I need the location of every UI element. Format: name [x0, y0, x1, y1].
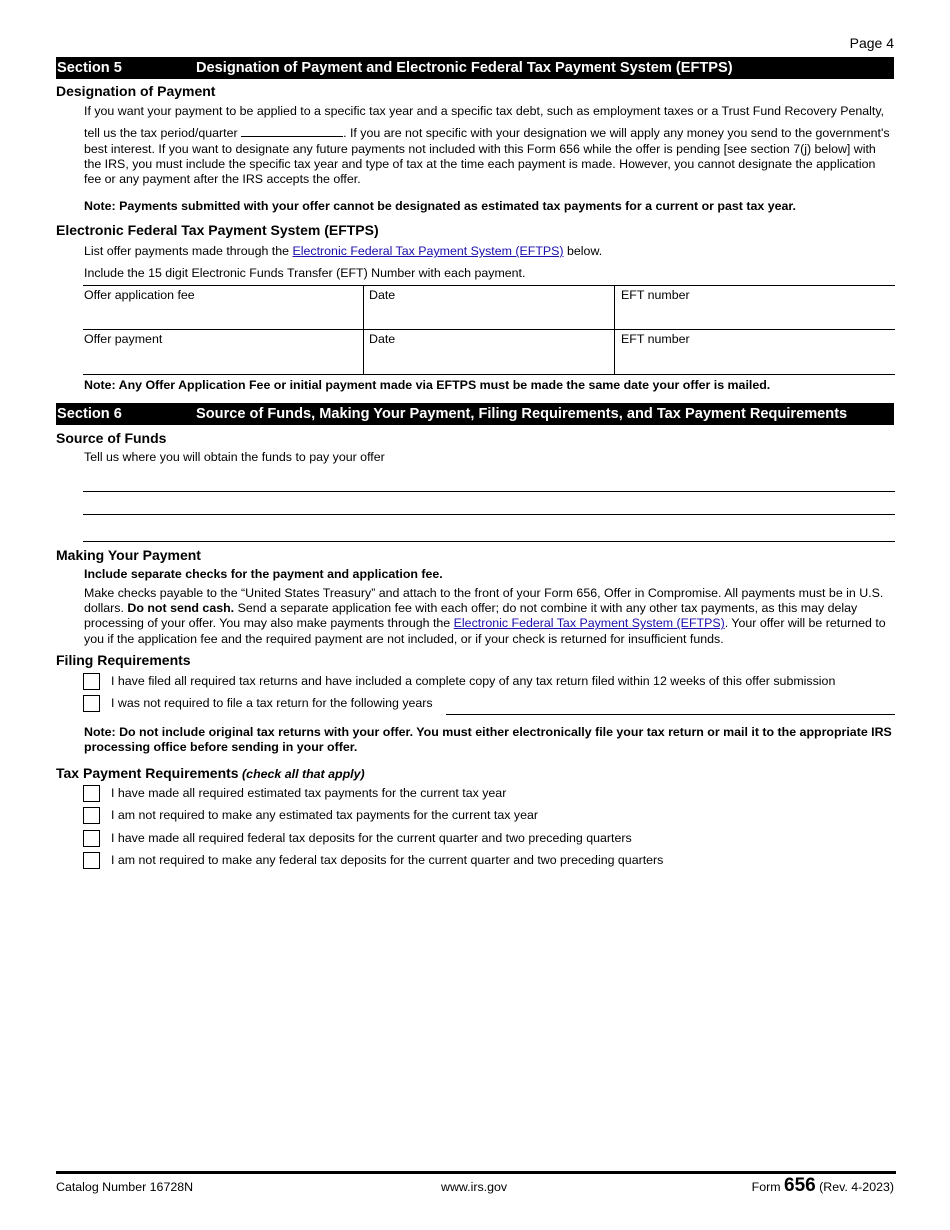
- tax-checkbox-1[interactable]: [83, 785, 100, 802]
- designation-line-2: [84, 125, 890, 140]
- designation-line-2-end: . If you are not specific with your designation we will apply any money you send to the government's: [343, 126, 890, 140]
- footer-form-rev: (Rev. 4-2023): [819, 1180, 894, 1194]
- section-5-header: [56, 57, 894, 79]
- table-row-2-eft[interactable]: EFT number: [621, 332, 690, 346]
- section-6-number: Section 6: [57, 406, 122, 422]
- footer-form-id: [752, 1175, 894, 1197]
- footer-rule: [56, 1171, 896, 1174]
- making-payment-heading: Making Your Payment: [56, 547, 201, 563]
- source-heading: Source of Funds: [56, 430, 167, 446]
- source-line-1[interactable]: [83, 491, 895, 492]
- footer-form-number: 656: [784, 1175, 816, 1196]
- section-6-title: Source of Funds, Making Your Payment, Filing Requirements, and Tax Payment Requirements: [196, 406, 848, 422]
- section-5-number: Section 5: [57, 60, 122, 76]
- tax-checkbox-4[interactable]: [83, 852, 100, 869]
- table-row-1-date[interactable]: Date: [369, 288, 396, 302]
- making-payment-p1: Make checks payable to the “United States Treasury” and attach to the front of your Form 656, Offer in Compromise. All payments must be in U.S. dollars.: [84, 586, 884, 616]
- eftps-link[interactable]: Electronic Federal Tax Payment System (EFTPS): [292, 244, 564, 258]
- making-payment-paragraph: [84, 586, 896, 647]
- eftps-heading: Electronic Federal Tax Payment System (EFTPS): [56, 222, 379, 238]
- designation-rest: best interest. If you want to designate any future payments not included with this Form 656 while the offer is pending [see section 7(j) below] with the IRS, you must include the specific tax year and type of tax at the time each payment is made. However, you cannot designate the application fee or any payment after the IRS accepts the offer.: [84, 142, 876, 187]
- tax-payment-heading-note: (check all that apply): [242, 767, 365, 781]
- source-line-3[interactable]: [83, 541, 895, 542]
- page-number: Page 4: [849, 35, 894, 51]
- filing-item-1-label: I have filed all required tax returns and have included a complete copy of any tax return filed within 12 weeks of this offer submission: [111, 674, 836, 688]
- making-payment-p2: Send a separate application fee with each offer; do not combine it with any other tax payments, as this may delay processing of your offer. You may also make payments through the: [84, 601, 858, 631]
- table-row-1-eft[interactable]: EFT number: [621, 288, 690, 302]
- eftps-line-1-end: below.: [567, 244, 603, 258]
- tax-payment-heading-row: [56, 765, 365, 781]
- eftps-note: Note: Any Offer Application Fee or initial payment made via EFTPS must be made the same date your offer is mailed.: [84, 378, 771, 392]
- designation-line-1: If you want your payment to be applied to a specific tax year and a specific tax debt, such as employment taxes or a Trust Fund Recovery Penalty,: [84, 104, 885, 118]
- tax-item-3-label: I have made all required federal tax deposits for the current quarter and two preceding quarters: [111, 831, 632, 845]
- tax-period-field[interactable]: [241, 125, 343, 137]
- tax-item-1-label: I have made all required estimated tax payments for the current tax year: [111, 786, 507, 800]
- designation-note: Note: Payments submitted with your offer cannot be designated as estimated tax payments for a current or past tax year.: [84, 199, 796, 213]
- eftps-line-2: Include the 15 digit Electronic Funds Transfer (EFT) Number with each payment.: [84, 266, 526, 280]
- filing-heading: Filing Requirements: [56, 652, 191, 668]
- tax-payment-heading: Tax Payment Requirements: [56, 765, 239, 781]
- footer-form-prefix: Form: [751, 1180, 781, 1194]
- filing-checkbox-2[interactable]: [83, 695, 100, 712]
- table-row-2-label: Offer payment: [84, 332, 163, 346]
- filing-note: Note: Do not include original tax returns with your offer. You must either electronically file your tax return or mail it to the appropriate IRS processing office before sending in your offer.: [84, 725, 892, 755]
- table-divider-2: [614, 285, 615, 374]
- tax-checkbox-2[interactable]: [83, 807, 100, 824]
- source-text: Tell us where you will obtain the funds to pay your offer: [84, 450, 385, 464]
- footer-website: www.irs.gov: [441, 1180, 508, 1194]
- table-bottom-line: [83, 374, 895, 375]
- filing-item-2-label: I was not required to file a tax return for the following years: [111, 696, 433, 710]
- eftps-line-1-start: List offer payments made through the: [84, 244, 290, 258]
- tax-item-2-label: I am not required to make any estimated tax payments for the current tax year: [111, 808, 538, 822]
- filing-years-field[interactable]: [446, 714, 895, 715]
- table-divider-1: [363, 285, 364, 374]
- table-row-1-label: Offer application fee: [84, 288, 195, 302]
- making-payment-bold: Include separate checks for the payment and application fee.: [84, 567, 443, 581]
- footer-catalog: Catalog Number 16728N: [56, 1180, 194, 1194]
- do-not-send-cash: Do not send cash.: [127, 601, 235, 616]
- designation-line-2-start: tell us the tax period/quarter: [84, 126, 238, 140]
- making-payment-eftps-link[interactable]: Electronic Federal Tax Payment System (EFTPS): [453, 616, 725, 631]
- table-row-2-date[interactable]: Date: [369, 332, 396, 346]
- tax-checkbox-3[interactable]: [83, 830, 100, 847]
- source-line-2[interactable]: [83, 514, 895, 515]
- making-payment-p3: . Your offer will be returned to you if the application fee and the required payment are not included, or if your check is returned for insufficient funds.: [84, 616, 886, 646]
- table-top-line: [83, 285, 895, 286]
- tax-item-4-label: I am not required to make any federal tax deposits for the current quarter and two preceding quarters: [111, 853, 664, 867]
- designation-heading: Designation of Payment: [56, 83, 216, 99]
- eftps-line-1: [84, 244, 602, 258]
- table-mid-line: [83, 329, 895, 330]
- filing-checkbox-1[interactable]: [83, 673, 100, 690]
- section-6-header: [56, 403, 894, 425]
- section-5-title: Designation of Payment and Electronic Federal Tax Payment System (EFTPS): [196, 60, 733, 76]
